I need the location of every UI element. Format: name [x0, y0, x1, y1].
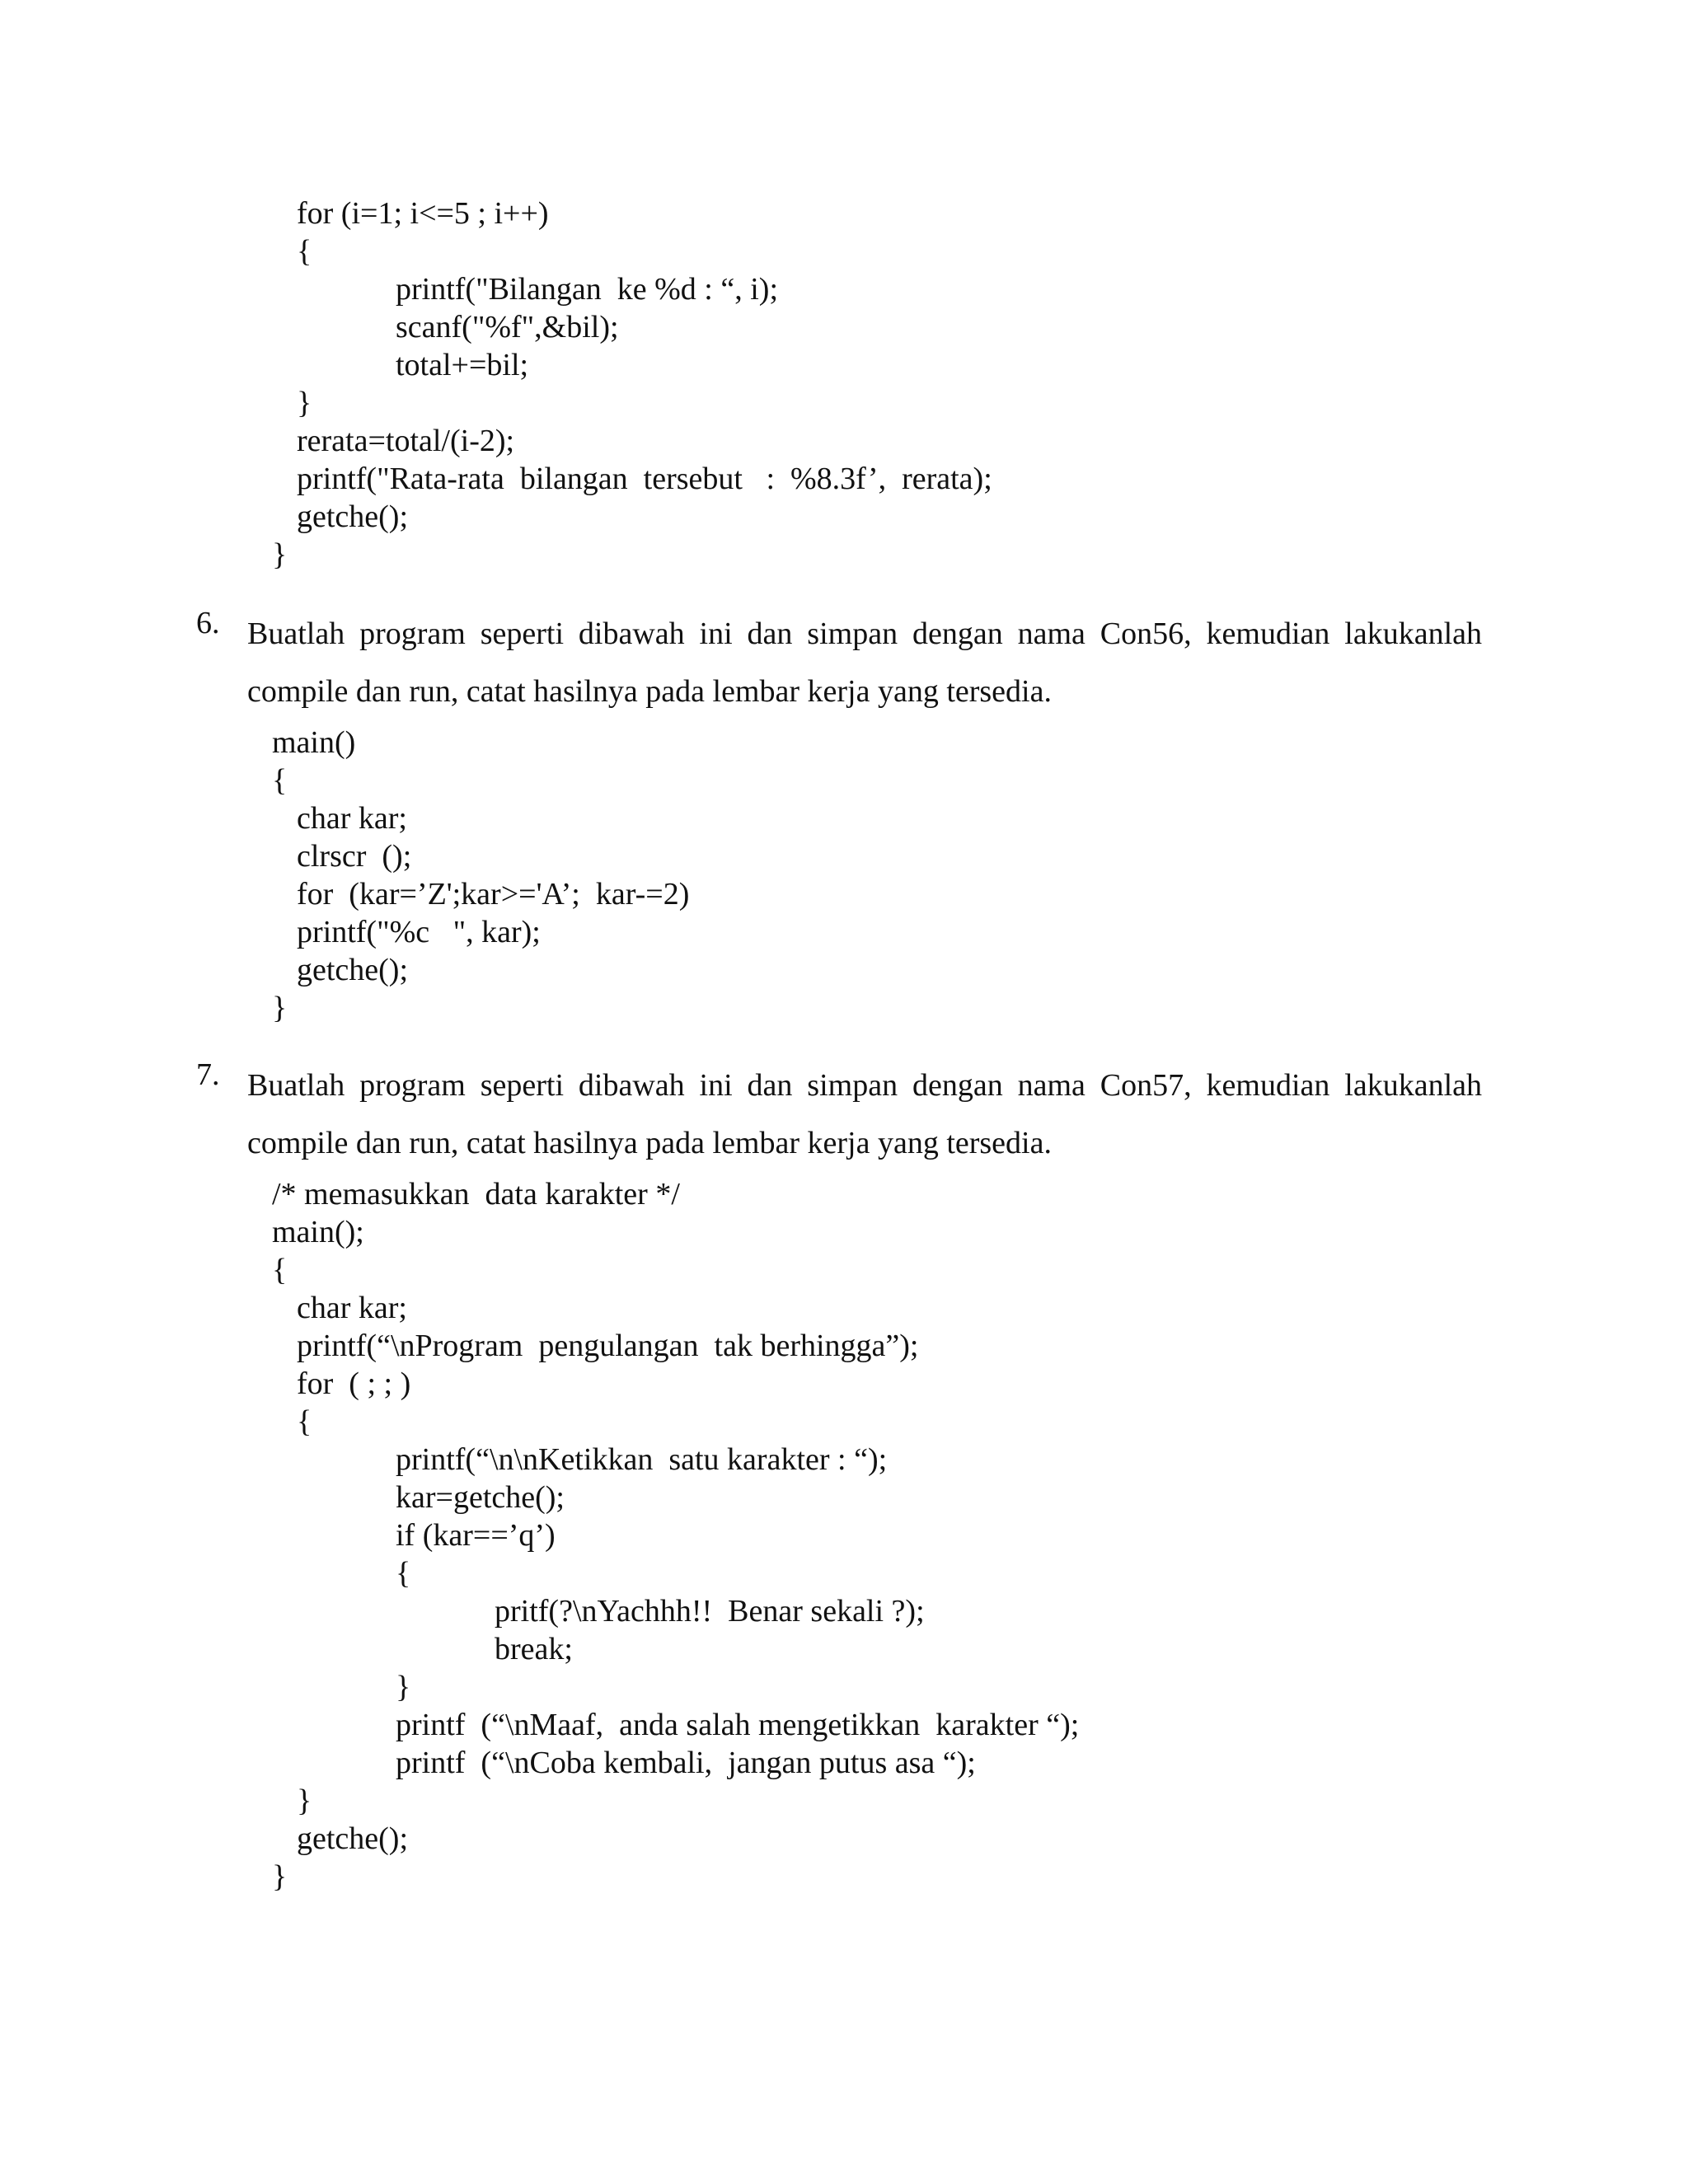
item-instruction: Buatlah program seperti dibawah ini dan simpan dengan nama Con57, kemudian lakukanlah compile dan run, catat hasilnya pada lembar kerja yang tersedia.: [247, 1068, 1482, 1160]
code-line: {: [396, 1556, 411, 1591]
code-line: }: [297, 1783, 312, 1818]
code-line: for ( ; ; ): [297, 1366, 411, 1401]
code-line: }: [297, 386, 312, 420]
code-line: kar=getche();: [396, 1480, 565, 1515]
code-line: scanf("%f",&bil);: [396, 310, 619, 344]
code-line: printf (“\nCoba kembali, jangan putus asa “);: [396, 1746, 976, 1780]
code-line: char kar;: [297, 801, 407, 836]
code-line: }: [272, 991, 288, 1025]
code-line: break;: [495, 1632, 573, 1666]
code-line: getche();: [297, 953, 409, 987]
code-line: {: [272, 1253, 288, 1287]
code-line: main(): [272, 725, 356, 760]
code-line: total+=bil;: [396, 348, 529, 382]
code-line: getche();: [297, 499, 409, 534]
item-instruction: Buatlah program seperti dibawah ini dan simpan dengan nama Con56, kemudian lakukanlah compile dan run, catat hasilnya pada lembar kerja yang tersedia.: [247, 616, 1482, 709]
code-line: {: [272, 763, 288, 798]
code-line: printf("%c ", kar);: [297, 915, 541, 949]
code-line: getche();: [297, 1821, 409, 1856]
code-line: main();: [272, 1215, 364, 1249]
item-number: 7.: [196, 1057, 220, 1092]
code-block-top: [272, 194, 992, 574]
code-line: printf (“\nMaaf, anda salah mengetikkan karakter “);: [396, 1708, 1080, 1742]
code-line: printf(“\nProgram pengulangan tak berhingga”);: [297, 1329, 919, 1363]
code-line: pritf(?\nYachhh!! Benar sekali ?);: [495, 1594, 925, 1629]
code-line: printf(“\n\nKetikkan satu karakter : “);: [396, 1442, 888, 1477]
code-line: clrscr ();: [297, 839, 412, 874]
code-line: rerata=total/(i-2);: [297, 424, 515, 458]
code-line: printf("Rata-rata bilangan tersebut : %8.3f’, rerata);: [297, 462, 992, 496]
code-line: }: [272, 1859, 288, 1894]
code-line: if (kar==’q’): [396, 1518, 556, 1553]
code-line: char kar;: [297, 1291, 407, 1325]
code-line: {: [297, 234, 312, 269]
code-line: }: [272, 537, 288, 572]
code-line: printf("Bilangan ke %d : “, i);: [396, 272, 778, 307]
code-line: {: [297, 1404, 312, 1439]
code-line: for (i=1; i<=5 ; i++): [297, 196, 549, 231]
code-line: for (kar=’Z';kar>='A’; kar-=2): [297, 877, 690, 912]
code-line: }: [396, 1670, 411, 1704]
code-block-con56: [272, 724, 689, 1027]
code-line: /* memasukkan data karakter */: [272, 1177, 680, 1212]
item-number: 6.: [196, 606, 220, 640]
code-block-con57: [272, 1175, 1079, 1896]
